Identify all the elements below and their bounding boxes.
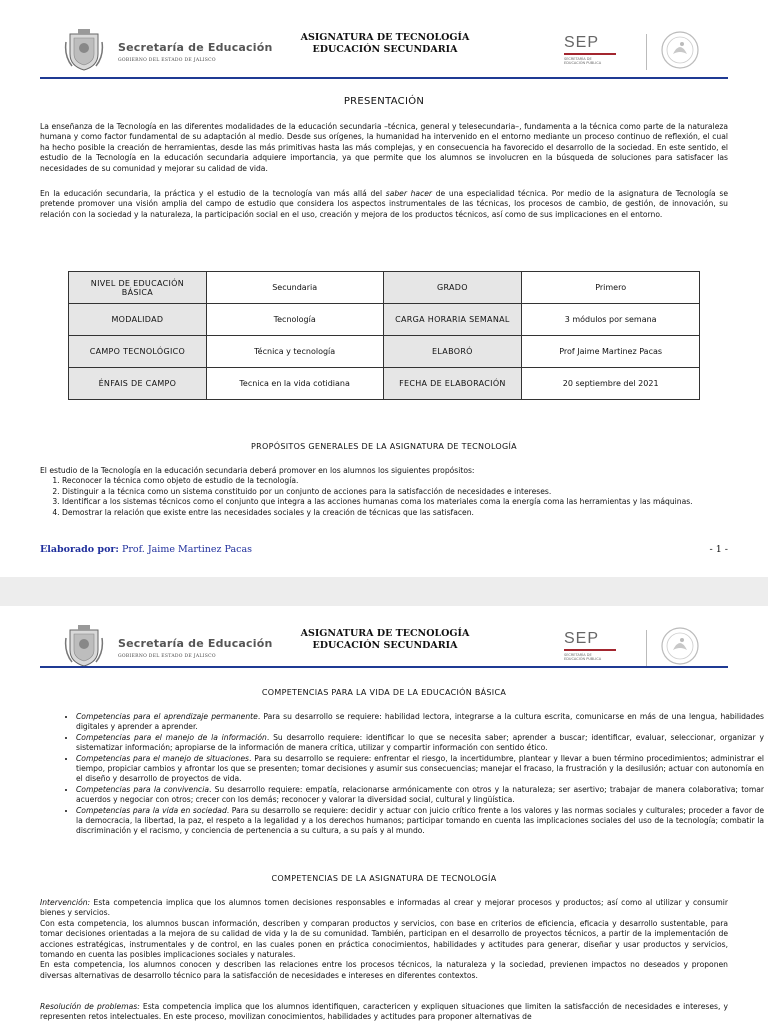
presentacion-paragraph-1: La enseñanza de la Tecnología en las diferentes modalidades de la educación secundaria –técnica, general y telesecundaria–, fundamenta a la técnica como parte de la naturaleza humana y como factor fundamental de su adaptación al medio. Desde sus orígenes, la humanidad ha intervenido en el entorno mediante un proceso continuo de reflexión, el cual ha hecho posible la creación de herramientas, desde las más primitivas hasta las más complejas, y en consecuencia ha favorecido el desarrollo de la sociedad. En este sentido, el estudio de la Tecnología en la educación secundaria adquiere importancia, ya que permite que los alumnos se involucren en la búsqueda de soluciones para satisfacer las necesidades de su comunidad y mejorar su calidad de vida. [40,122,728,173]
propositos-list [40,476,728,518]
header-title-line1: ASIGNATURA DE TECNOLOGÍA [300,32,470,43]
competencia-title: Competencias para el manejo de situaciones [76,753,249,763]
list-item [76,806,764,837]
secretaria-title: Secretaría de Educación [118,637,273,650]
header-divider [646,630,647,666]
para2-text-before: En la educación secundaria, la práctica y el estudio de la tecnología van más allá del [40,189,386,198]
course-info-table [68,271,700,400]
table-value-cell: Tecnica en la vida cotidiana [206,368,383,400]
intervencion-p3: En esta competencia, los alumnos conocen y describen las relaciones entre los procesos técnicos, la naturaleza y la sociedad, previenen impactos no deseados y proponen diversas alternativas de desarrollo técnico para la satisfacción de necesidades e intereses en diferentes contextos. [40,960,728,980]
mexico-eagle-seal-icon [660,30,700,70]
competencia-title: Competencias para el manejo de la información [76,732,267,742]
footer-label: Elaborado por: [40,544,119,555]
sep-sub1: SECRETARÍA DE [564,653,592,657]
competencia-text: . Su desarrollo requiere: empatía, relacionarse armónicamente con otros y la naturaleza; ser asertivo; trabajar de manera colaborativa; tomar acuerdos y negociar con otros; crecer con los demás; reconocer y valorar la diversidad social, cultural y lingüística. [76,784,764,805]
header-rule [40,77,728,79]
presentacion-heading: PRESENTACIÓN [343,96,425,107]
gobierno-subtitle: GOBIERNO DEL ESTADO DE JALISCO [118,58,216,63]
list-item [76,733,764,754]
sep-sub2: EDUCACIÓN PÚBLICA [564,61,602,65]
competencia-text: . Para su desarrollo se requiere: decidir y actuar con juicio crítico frente a los valores y las normas sociales y culturales; proceder a favor de la democracia, la libertad, la paz, el respeto a la legalidad y a los derechos humanos; participar tomando en cuenta las implicaciones sociales del uso de la tecnología; combatir la discriminación y el racismo, y conciencia de pertenencia a su cultura, a su país y al mundo. [76,805,764,836]
list-item [76,754,764,785]
resolucion-label: Resolución de problemas: [40,1002,140,1011]
intervencion-block [40,898,728,981]
para2-text-after: de una especialidad técnica. Por medio de la asignatura de Tecnología se pretende promover una visión amplia del campo de estudio que considera los aspectos instrumentales de las técnicas, los procesos de cambio, de gestión, de innovación, su relación con la sociedad y la naturaleza, la participación social en el uso, creación y mejora de los productos técnicos, así como de sus implicaciones en el entorno. [40,189,728,219]
secretaria-title: Secretaría de Educación [118,41,273,54]
header-title [270,32,500,56]
table-value-cell: 20 septiembre del 2021 [522,368,700,400]
gobierno-subtitle: GOBIERNO DEL ESTADO DE JALISCO [118,654,216,659]
list-item: 4. Demostrar la relación que existe entre las necesidades sociales y la creación de técnicas que las satisfacen. [62,508,728,518]
intervencion-p2: Con esta competencia, los alumnos buscan información, describen y comparan productos y servicios, con base en criterios de eficiencia, eficacia y desarrollo sustentable, para tomar decisiones orientadas a la mejora de su calidad de vida y la de su comunidad. También, participan en el desarrollo de proyectos técnicos, a partir de la implementación de acciones estratégicas, instrumentales y de control, en las cuales ponen en práctica conocimientos, habilidades y actitudes para generar, diseñar y usar productos y servicios, tomando en cuenta las posibles implicaciones sociales y naturales. [40,918,728,960]
header-divider [646,34,647,70]
table-value-cell: Secundaria [206,272,383,304]
resolucion-text: Esta competencia implica que los alumnos identifiquen, caractericen y expliquen situaciones que limiten la satisfacción de necesidades e intereses, y representen retos intelectuales. En este proceso, movilizan conocimientos, habilidades y actitudes para proponer alternativas de [40,1002,728,1022]
table-label-cell: MODALIDAD [69,304,207,336]
table-label-cell: CARGA HORARIA SEMANAL [383,304,522,336]
header-title-line2: EDUCACIÓN SECUNDARIA [312,640,458,651]
list-item: 3. Identificar a los sistemas técnicos como el conjunto que integra a las acciones humanas coma los materiales coma la energía coma las herramientas y las máquinas. [62,497,728,507]
list-item [76,712,764,733]
header-title-line1: ASIGNATURA DE TECNOLOGÍA [300,628,470,639]
table-label-cell: CAMPO TECNOLÓGICO [69,336,207,368]
header-rule [40,666,728,668]
sep-sub1: SECRETARÍA DE [564,57,592,61]
jalisco-coat-of-arms-icon [64,28,104,72]
sep-logo [564,630,644,661]
propositos-block [40,466,728,518]
mexico-eagle-seal-icon [660,626,700,666]
competencia-text: . Su desarrollo requiere: identificar lo que se necesita saber; aprender a buscar; identificar, evaluar, seleccionar, organizar y sistematizar información; apropiarse de la información de manera crítica, utilizar y compartir información con sentido ético. [76,732,764,753]
jalisco-coat-of-arms-icon [64,624,104,668]
list-item: 1. Reconocer la técnica como objeto de estudio de la tecnología. [62,476,728,486]
header-title [270,628,500,652]
table-label-cell: ELABORÓ [383,336,522,368]
competencia-title: Competencias para la vida en sociedad [76,805,227,815]
footer-author [40,544,252,555]
competencias-asignatura-heading: COMPETENCIAS DE LA ASIGNATURA DE TECNOLOGÍA [271,874,497,883]
table-row [69,368,700,400]
table-value-cell: Prof Jaime Martinez Pacas [522,336,700,368]
sep-sub2: EDUCACIÓN PÚBLICA [564,657,602,661]
table-value-cell: Técnica y tecnología [206,336,383,368]
competencia-title: Competencias para el aprendizaje permanente [76,712,258,721]
presentacion-paragraph-2 [40,189,728,220]
list-item [76,785,764,806]
competencia-title: Competencias para la convivencia [76,784,209,794]
table-label-cell: GRADO [383,272,522,304]
table-value-cell: Primero [522,272,700,304]
sep-logo [564,34,644,65]
table-row [69,304,700,336]
table-row [69,336,700,368]
secretaria-block [118,637,273,659]
table-label-cell: ÉNFAIS DE CAMPO [69,368,207,400]
competencias-vida-heading: COMPETENCIAS PARA LA VIDA DE LA EDUCACIÓN BÁSICA [261,688,507,697]
para2-italic: saber hacer [385,189,433,198]
sep-text: SEP [564,630,600,647]
sep-red-bar [564,649,616,651]
document-page-2 [0,606,768,1024]
propositos-heading: PROPÓSITOS GENERALES DE LA ASIGNATURA DE TECNOLOGÍA [251,442,517,451]
sep-text: SEP [564,34,600,51]
resolucion-block [40,1002,728,1023]
sep-red-bar [564,53,616,55]
table-label-cell: NIVEL DE EDUCACIÓN BÁSICA [69,272,207,304]
propositos-intro: El estudio de la Tecnología en la educación secundaria deberá promover en los alumnos los siguientes propósitos: [40,466,475,475]
table-value-cell: Tecnología [206,304,383,336]
table-row [69,272,700,304]
intervencion-text: Esta competencia implica que los alumnos tomen decisiones responsables e informadas al crear y mejorar procesos y productos; así como al utilizar y consumir bienes y servicios. [40,898,728,918]
page-header [40,22,728,78]
intervencion-p1 [40,898,728,919]
footer-name: Prof. Jaime Martinez Pacas [118,544,253,555]
competencia-text: . Para su desarrollo se requiere: habilidad lectora, integrarse a la cultura escrita, comunicarse en más de una lengua, habilidades digitales y aprender a aprender. [76,712,764,732]
table-label-cell: FECHA DE ELABORACIÓN [383,368,522,400]
secretaria-block [118,41,273,63]
header-title-line2: EDUCACIÓN SECUNDARIA [312,44,458,55]
list-item: 2. Distinguir a la técnica como un sistema constituido por un conjunto de acciones para la satisfacción de necesidades e intereses. [62,487,728,497]
page-number: - 1 - [709,544,728,555]
table-value-cell: 3 módulos por semana [522,304,700,336]
competencias-list [40,712,764,837]
intervencion-label: Intervención: [40,898,91,907]
competencia-text: . Para su desarrollo se requiere: enfrentar el riesgo, la incertidumbre, plantear y llevar a buen término procedimientos; administrar el tiempo, propiciar cambios y afrontar los que se presenten; tomar decisiones y asumir sus consecuencias; manejar el fracaso, la frustración y la desilusión; actuar con autonomía en el diseño y desarrollo de proyectos de vida. [76,753,764,784]
